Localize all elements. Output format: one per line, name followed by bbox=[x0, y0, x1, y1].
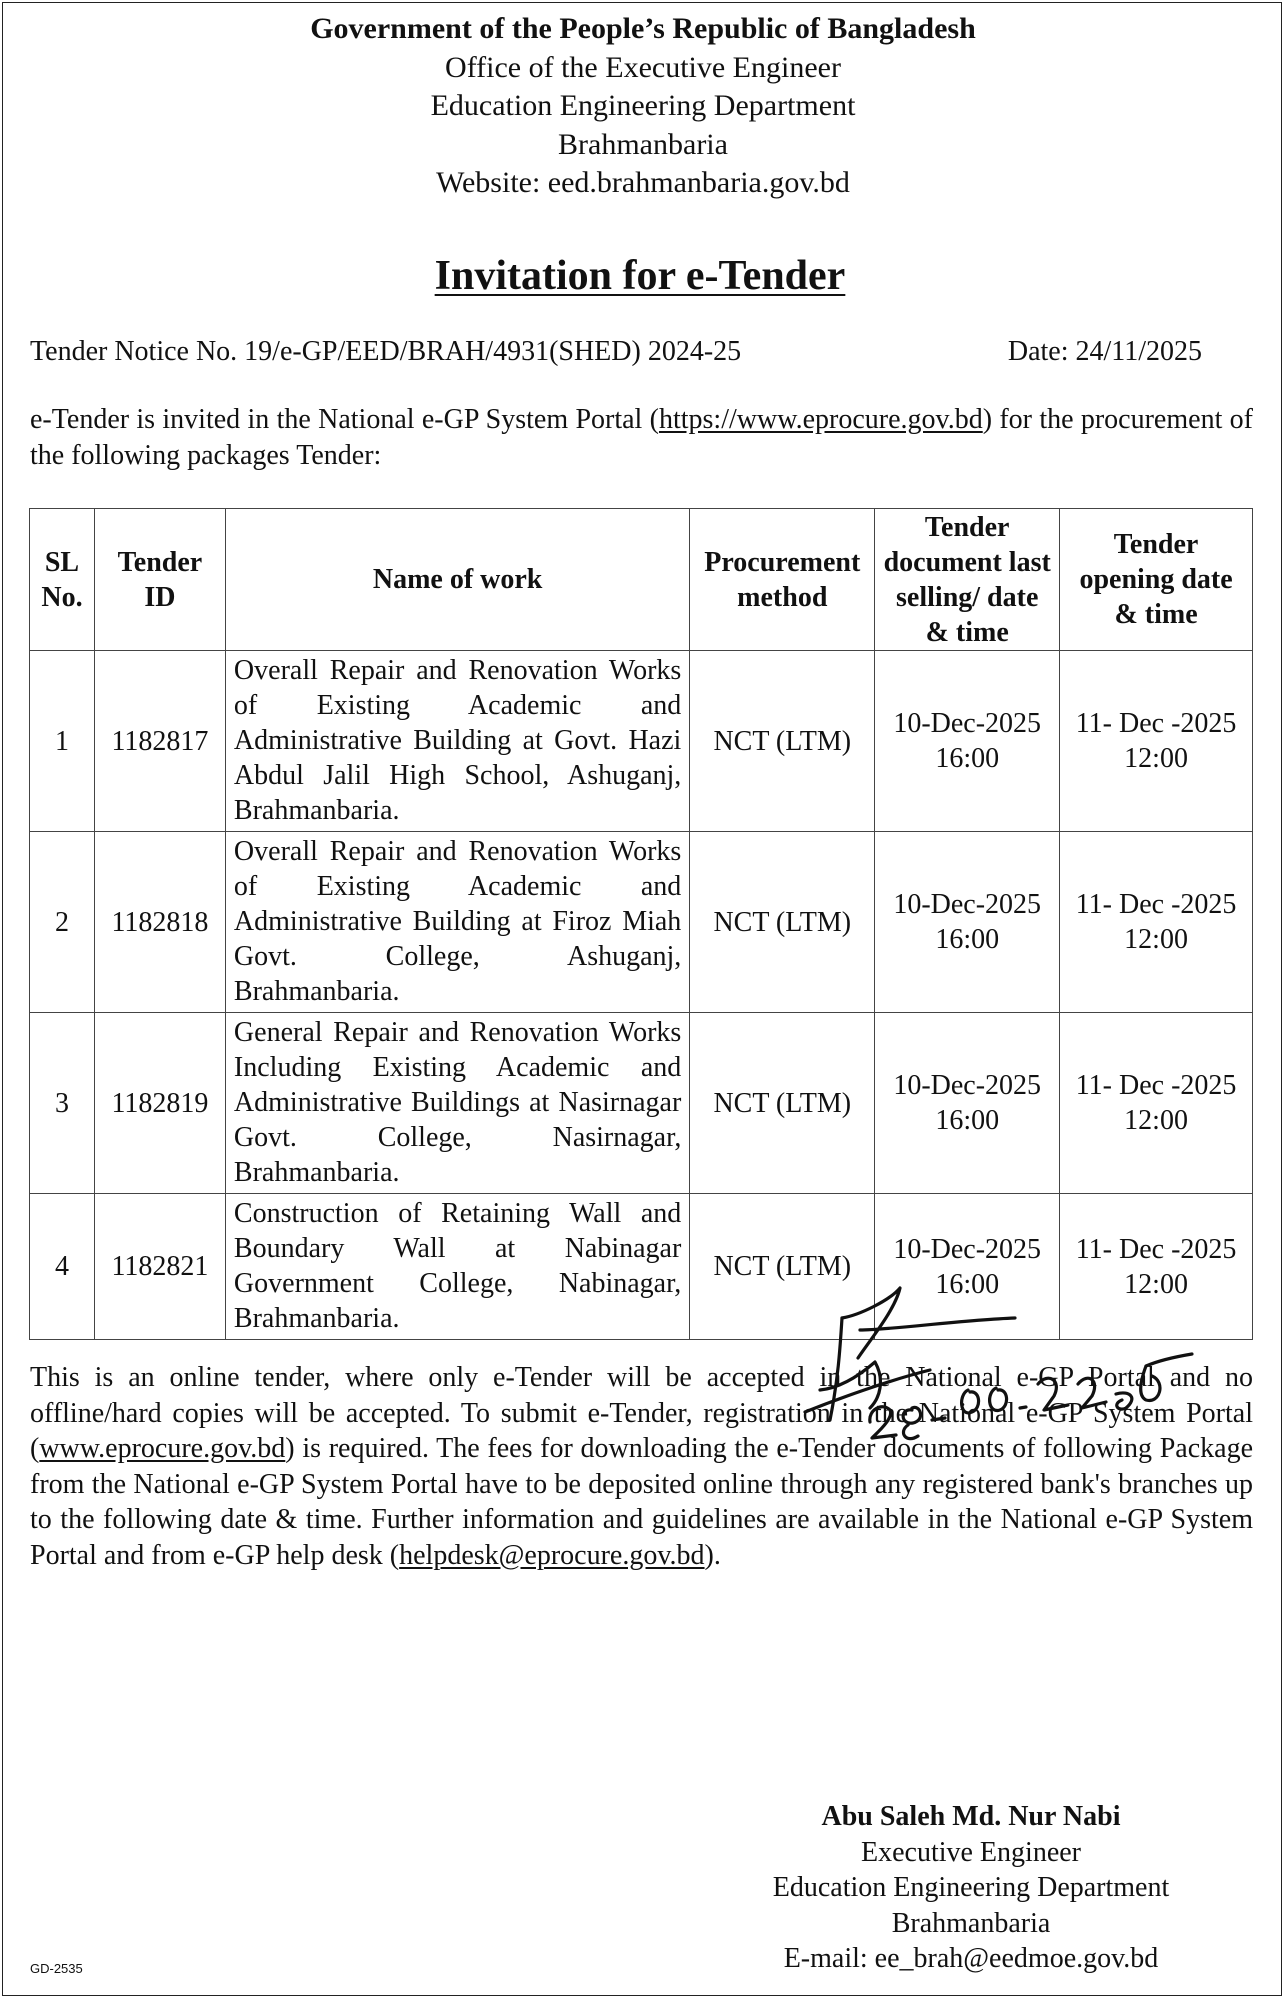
instructions-text-1: This is an online tender, where only e-Tender will be accepted in the National e-GP Portal and no offline/hard copies will be accepted. To submit e-Tender, registration in the National e-GP System Portal ( bbox=[30, 1362, 1253, 1464]
cell-tender-id: 1182818 bbox=[94, 832, 225, 1013]
intro-paragraph bbox=[30, 402, 1253, 474]
helpdesk-email-link[interactable]: helpdesk@eprocure.gov.bd bbox=[399, 1539, 705, 1571]
notice-date: Date: 24/11/2025 bbox=[1007, 336, 1202, 367]
opening-date: 11- Dec -2025 bbox=[1075, 708, 1237, 739]
opening-date: 11- Dec -2025 bbox=[1075, 1070, 1237, 1101]
opening-date: 11- Dec -2025 bbox=[1075, 1233, 1237, 1265]
office-name: Office of the Executive Engineer bbox=[445, 50, 841, 84]
table-row bbox=[30, 1013, 1253, 1194]
district-name: Brahmanbaria bbox=[558, 127, 728, 161]
cell-tender-id: 1182817 bbox=[94, 651, 225, 832]
header-tender-id: Tender ID bbox=[94, 509, 225, 651]
opening-time: 12:00 bbox=[1124, 1268, 1188, 1300]
cell-method: NCT (LTM) bbox=[690, 1013, 875, 1194]
selling-date: 10-Dec-2025 bbox=[893, 1070, 1042, 1101]
selling-date: 10-Dec-2025 bbox=[893, 889, 1042, 920]
header-opening: Tender opening date & time bbox=[1060, 509, 1253, 651]
header-name-of-work: Name of work bbox=[225, 509, 689, 651]
signatory-department: Education Engineering Department bbox=[772, 1872, 1170, 1903]
department-name: Education Engineering Department bbox=[430, 89, 856, 122]
cell-selling bbox=[875, 832, 1060, 1013]
document-title-text: Invitation for e-Tender bbox=[434, 253, 846, 299]
header-procurement-method: Procurement method bbox=[690, 509, 875, 651]
header-last-selling: Tender document last selling/ date & time bbox=[875, 509, 1060, 651]
table-header-row bbox=[30, 509, 1253, 651]
cell-opening bbox=[1060, 832, 1253, 1013]
intro-text-start: e-Tender is invited in the National e-GP System Portal ( bbox=[30, 404, 659, 435]
cell-sl: 3 bbox=[30, 1013, 95, 1194]
cell-work: Overall Repair and Renovation Works of Existing Academic and Administrative Building at Firoz Miah Govt. College, Ashuganj, Brahmanbaria. bbox=[225, 832, 689, 1013]
cell-sl: 1 bbox=[30, 651, 95, 832]
cell-method: NCT (LTM) bbox=[690, 832, 875, 1013]
cell-tender-id: 1182819 bbox=[94, 1013, 225, 1194]
selling-date: 10-Dec-2025 bbox=[893, 1233, 1042, 1265]
instructions-text-2: ) is required. The fees for downloading the e-Tender documents of following Package from the National e-GP System Portal have to be deposited online through any registered bank's branches up to the following date & time. Further information and guidelines are available in the National e-GP System Portal and from e-GP help desk ( bbox=[30, 1433, 1253, 1571]
selling-time: 16:00 bbox=[935, 1105, 1000, 1136]
header-sl-no: SL No. bbox=[30, 509, 95, 651]
tender-table bbox=[29, 508, 1253, 1340]
notice-row bbox=[30, 334, 1202, 370]
cell-tender-id: 1182821 bbox=[94, 1194, 225, 1340]
selling-time: 16:00 bbox=[935, 743, 1000, 774]
cell-selling bbox=[875, 1013, 1060, 1194]
website-line: Website: eed.brahmanbaria.gov.bd bbox=[436, 166, 850, 199]
cell-opening bbox=[1060, 1013, 1253, 1194]
signatory-email: E-mail: ee_brah@eedmoe.gov.bd bbox=[783, 1943, 1159, 1974]
table-row bbox=[30, 832, 1253, 1013]
cell-sl: 2 bbox=[30, 832, 95, 1013]
opening-time: 12:00 bbox=[1124, 1105, 1188, 1136]
selling-time: 16:00 bbox=[935, 1268, 1000, 1300]
tender-notice-number: Tender Notice No. 19/e-GP/EED/BRAH/4931(SHED) 2024-25 bbox=[30, 336, 742, 367]
cell-opening bbox=[1060, 651, 1253, 832]
cell-selling bbox=[875, 651, 1060, 832]
signatory-name: Abu Saleh Md. Nur Nabi bbox=[821, 1801, 1121, 1832]
instructions-text-3: ). bbox=[704, 1539, 721, 1571]
selling-time: 16:00 bbox=[935, 924, 1000, 955]
signatory-district: Brahmanbaria bbox=[891, 1907, 1051, 1939]
table-row bbox=[30, 651, 1253, 832]
cell-work: General Repair and Renovation Works Including Existing Academic and Administrative Buildings at Nasirnagar Govt. College, Nasirnagar, Brahmanbaria. bbox=[225, 1013, 689, 1194]
government-name: Government of the People’s Republic of Bangladesh bbox=[310, 12, 976, 45]
eprocure-link[interactable]: https://www.eprocure.gov.bd bbox=[658, 404, 983, 435]
opening-time: 12:00 bbox=[1124, 924, 1188, 955]
signatory-block bbox=[740, 1799, 1202, 1977]
eprocure-site-link[interactable]: www.eprocure.gov.bd bbox=[39, 1433, 286, 1464]
handwritten-signature bbox=[800, 1270, 1210, 1450]
letterhead bbox=[0, 10, 1286, 203]
opening-date: 11- Dec -2025 bbox=[1075, 889, 1237, 920]
cell-method: NCT (LTM) bbox=[690, 1194, 875, 1340]
cell-work: Overall Repair and Renovation Works of Existing Academic and Administrative Building at Govt. Hazi Abdul Jalil High School, Ashuganj, Brahmanbaria. bbox=[225, 651, 689, 832]
intro-text-end: ) for the procurement of the following packages Tender: bbox=[30, 404, 1253, 471]
cell-work: Construction of Retaining Wall and Boundary Wall at Nabinagar Government College, Nabinagar, Brahmanbaria. bbox=[225, 1194, 689, 1340]
signatory-designation: Executive Engineer bbox=[860, 1836, 1081, 1868]
cell-sl: 4 bbox=[30, 1194, 95, 1340]
opening-time: 12:00 bbox=[1124, 743, 1188, 774]
selling-date: 10-Dec-2025 bbox=[893, 708, 1042, 739]
document-title bbox=[0, 249, 1280, 303]
footer-code: GD-2535 bbox=[30, 1961, 83, 1976]
cell-method: NCT (LTM) bbox=[690, 651, 875, 832]
